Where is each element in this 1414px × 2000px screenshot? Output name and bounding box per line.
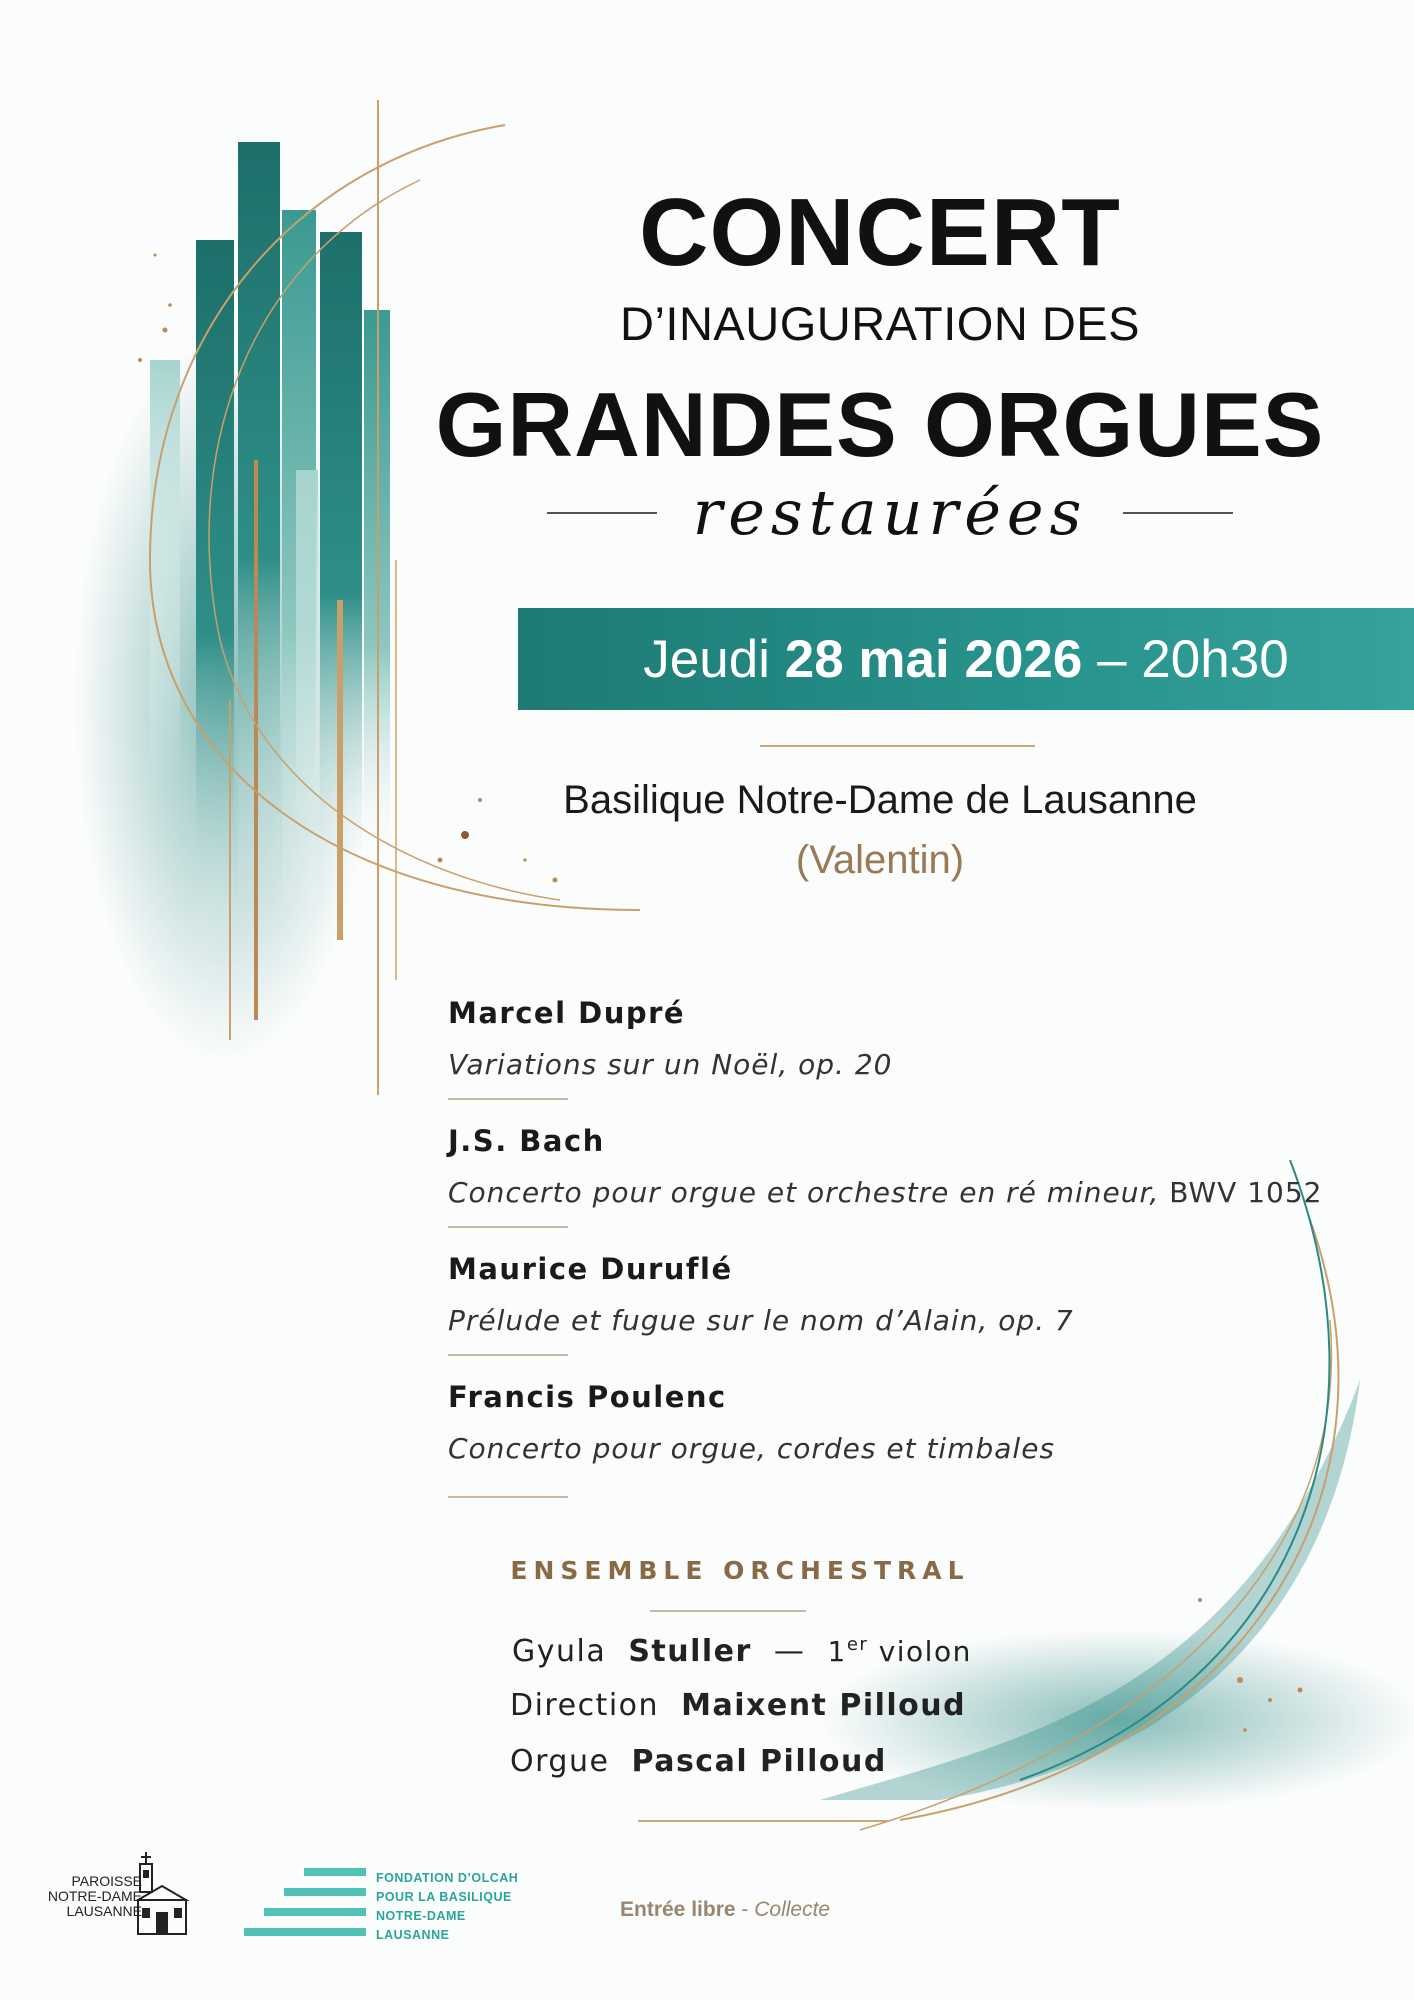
church-logo-icon [134, 1850, 190, 1940]
paroisse-text: PAROISSE NOTRE-DAME LAUSANNE [47, 1873, 142, 1919]
subtitle-row [540, 478, 1240, 548]
pipe [296, 470, 318, 830]
stairs-logo-icon [240, 1866, 368, 1946]
entry-info: Entrée libre - Collecte [620, 1898, 831, 1921]
ensemble-bottom-divider [638, 1820, 888, 1822]
program-divider [448, 1098, 568, 1100]
subtitle-rule-right [1123, 512, 1233, 514]
program-item [448, 1124, 1348, 1209]
fondation-text: FONDATION D’OLCAH POUR LA BASILIQUE NOTRE-DAME LAUSANNE [376, 1871, 519, 1942]
date-time: – 20h30 [1082, 629, 1289, 689]
program-divider [448, 1226, 568, 1228]
title-grandes-orgues: GRANDES ORGUES [435, 375, 1325, 476]
venue-name: Basilique Notre-Dame de Lausanne [563, 778, 1197, 822]
composer-name: J.S. Bach [448, 1124, 605, 1158]
pipe [196, 240, 234, 960]
performer-organ: Orgue Pascal Pilloud [510, 1744, 887, 1779]
title-concert: CONCERT [639, 179, 1121, 286]
work-title: Variations sur un Noël, op. 20 [448, 1048, 893, 1081]
venue-divider [760, 745, 1035, 747]
date-day: Jeudi [643, 629, 785, 689]
work-title: Concerto pour orgue et orchestre en ré mineur, BWV 1052 [448, 1176, 1323, 1209]
title-inauguration: D’INAUGURATION DES [620, 297, 1140, 350]
program-item [448, 1252, 1348, 1337]
composer-name: Maurice Duruflé [448, 1252, 733, 1286]
program-divider [448, 1354, 568, 1356]
work-title: Concerto pour orgue, cordes et timbales [448, 1432, 1056, 1465]
venue-organ: (Valentin) [795, 838, 965, 882]
date-banner [518, 608, 1414, 710]
subtitle-rule-left [547, 512, 657, 514]
ensemble-divider [650, 1610, 806, 1612]
work-title: Prélude et fugue sur le nom d’Alain, op. 7 [448, 1304, 1074, 1337]
performer-direction: Direction Maixent Pilloud [510, 1688, 967, 1723]
pipe [150, 360, 180, 780]
subtitle-restaurees: restaurées [692, 476, 1088, 549]
program-item [448, 1380, 1348, 1465]
date-date: 28 mai 2026 [784, 629, 1083, 689]
performer-violin: Gyula Stuller — 1er violon [512, 1634, 972, 1669]
pipe [238, 142, 280, 902]
ensemble-title: ENSEMBLE ORCHESTRAL [510, 1556, 970, 1585]
program-item [448, 996, 1348, 1081]
program-divider [448, 1496, 568, 1498]
composer-name: Marcel Dupré [448, 996, 686, 1030]
composer-name: Francis Poulenc [448, 1380, 727, 1414]
